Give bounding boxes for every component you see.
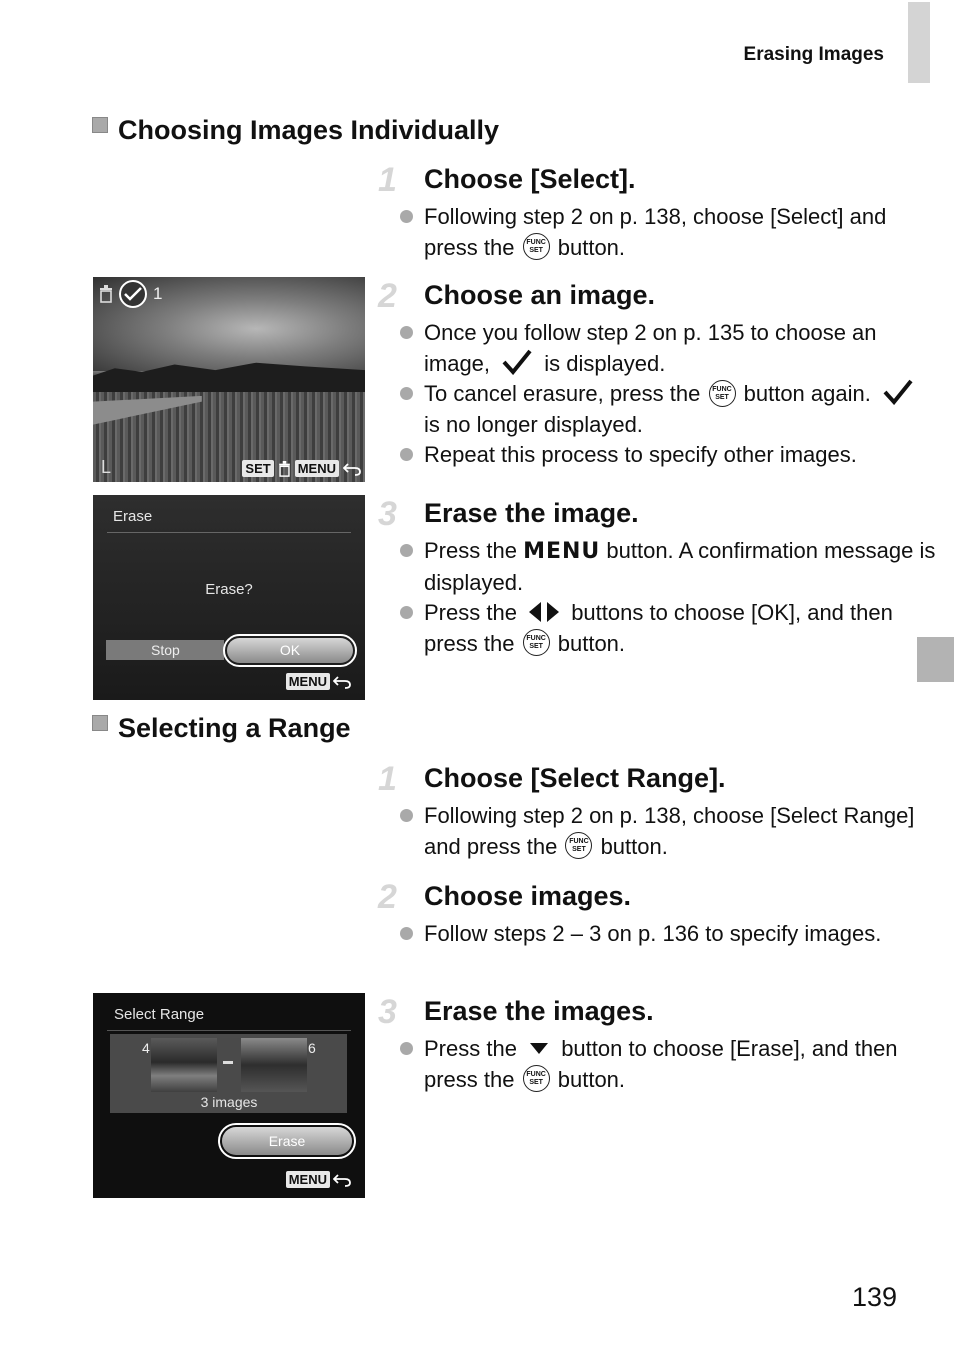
erase-option: Erase — [218, 1123, 356, 1159]
bullet: Following step 2 on p. 138, choose [Select Range] and press the FUNC SET button. — [424, 801, 938, 862]
return-arrow-icon — [333, 1173, 351, 1187]
left-right-buttons-icon — [527, 601, 561, 623]
func-set-icon: FUNC SET — [565, 832, 592, 859]
screen-select-image — [93, 277, 365, 482]
screen-erase-confirm — [93, 495, 365, 700]
step-1-select-range — [378, 762, 938, 862]
checkmark-icon — [502, 349, 532, 375]
image-counter: 1 — [153, 284, 163, 303]
return-arrow-icon — [333, 675, 351, 689]
step-title: Choose an image. — [424, 280, 656, 310]
set-label: SET — [242, 460, 273, 477]
image-count: 3 images — [200, 1094, 258, 1110]
bullet: Press the MENU button. A confirmation message is displayed. — [424, 536, 938, 598]
bullet: Press the buttons to choose [OK], and then press the FUNC SET button. — [424, 598, 938, 659]
return-arrow-icon — [343, 462, 361, 476]
stop-option: Stop — [106, 640, 224, 660]
func-set-icon: FUNC SET — [523, 629, 550, 656]
step-number: 2 — [378, 277, 397, 315]
bullet: Following step 2 on p. 138, choose [Select] and press the FUNC SET button. — [424, 202, 938, 263]
screen-title: Select Range — [114, 1006, 205, 1023]
bullet: Follow steps 2 – 3 on p. 136 to specify images. — [424, 919, 938, 950]
down-button-icon — [529, 1041, 549, 1055]
func-set-icon: FUNC SET — [709, 380, 736, 407]
step-2-choose-images — [378, 880, 938, 950]
func-set-icon: FUNC SET — [523, 1065, 550, 1092]
thumbnail-first — [151, 1038, 217, 1092]
step-title: Choose [Select Range]. — [424, 763, 726, 793]
confirm-question: Erase? — [205, 581, 253, 598]
section-square-icon — [92, 715, 108, 731]
step-title: Choose [Select]. — [424, 164, 636, 194]
checkmark-circle-icon — [119, 280, 147, 308]
step-2-choose-image — [378, 279, 938, 471]
func-set-icon: FUNC SET — [523, 233, 550, 260]
section-heading-text: Choosing Images Individually — [118, 115, 500, 145]
page-number: 139 — [852, 1282, 898, 1312]
checkmark-icon — [883, 379, 913, 405]
bullet: Once you follow step 2 on p. 135 to choose an image, is displayed. — [424, 318, 938, 379]
bullet: Repeat this process to specify other images. — [424, 440, 938, 471]
image-size-label: L — [101, 457, 112, 477]
thumb-tab-top — [908, 2, 930, 83]
step-title: Choose images. — [424, 881, 632, 911]
step-number: 2 — [378, 878, 397, 916]
bullet: Press the button to choose [Erase], and then press the FUNC SET button. — [424, 1034, 938, 1095]
range-end: 6 — [308, 1040, 316, 1056]
step-number: 3 — [378, 993, 397, 1031]
running-title: Erasing Images — [743, 44, 884, 65]
menu-label: MENU — [295, 460, 339, 477]
step-title: Erase the image. — [424, 498, 639, 528]
step-number: 1 — [378, 161, 397, 199]
step-1-select — [378, 163, 938, 263]
section-square-icon — [92, 117, 108, 133]
section-heading-text: Selecting a Range — [118, 713, 351, 743]
section-heading-range — [92, 713, 351, 744]
trash-icon — [278, 461, 291, 477]
step-3-erase-images — [378, 995, 938, 1095]
screen-select-range — [93, 993, 365, 1198]
menu-label: MENU — [286, 1171, 330, 1188]
step-title: Erase the images. — [424, 996, 654, 1026]
bullet: To cancel erasure, press the FUNC SET button again. is no longer displayed. — [424, 379, 938, 440]
range-start: 4 — [142, 1040, 150, 1056]
step-number: 1 — [378, 760, 397, 798]
step-3-erase-image — [378, 497, 938, 659]
menu-label: MENU — [286, 673, 330, 690]
thumbnail-last — [241, 1038, 307, 1092]
step-number: 3 — [378, 495, 397, 533]
trash-icon — [99, 285, 113, 303]
section-heading-individual — [92, 115, 499, 146]
menu-button-icon: MENU — [523, 539, 601, 564]
ok-option: OK — [223, 634, 357, 667]
screen-title: Erase — [113, 508, 153, 525]
